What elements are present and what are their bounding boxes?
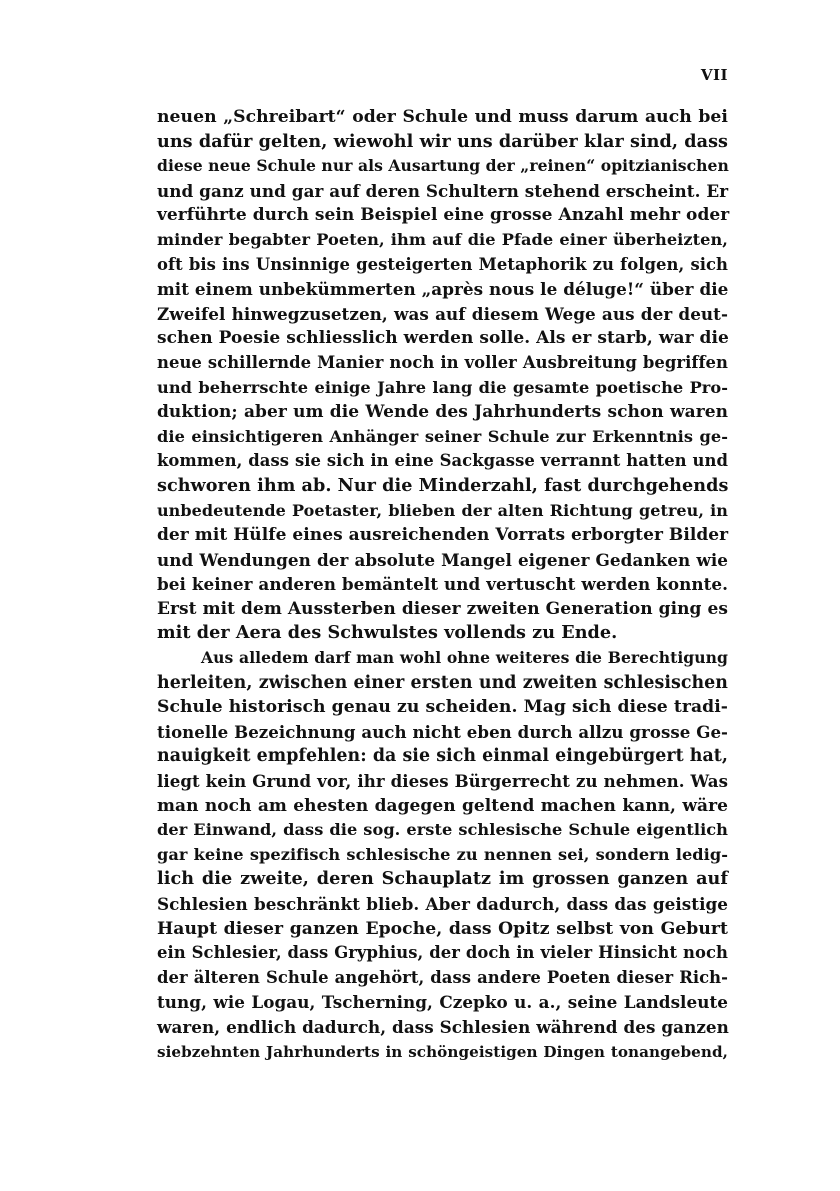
text-line: und beherrschte einige Jahre lang die gesamte poetische Pro- <box>157 377 728 397</box>
paragraph <box>157 646 728 1064</box>
text-line: herleiten, zwischen einer ersten und zweiten schlesischen <box>157 672 728 693</box>
text-line: die einsichtigeren Anhänger seiner Schule zur Erkenntnis ge- <box>157 426 728 446</box>
text-line: tung, wie Logau, Tscherning, Czepko u. a., seine Landsleute <box>157 992 728 1013</box>
text-line: gar keine spezifisch schlesische zu nennen sei, sondern ledig- <box>157 844 728 864</box>
text-line: liegt kein Grund vor, ihr dieses Bürgerrecht zu nehmen. Was <box>157 771 728 792</box>
text-line: verführte durch sein Beispiel eine grosse Anzahl mehr oder <box>157 205 730 226</box>
text-line: Schlesien beschränkt blieb. Aber dadurch, dass das geistige <box>157 894 728 914</box>
text-line: waren, endlich dadurch, dass Schlesien während des ganzen <box>157 1016 729 1037</box>
text-line: mit einem unbekümmerten „après nous le déluge!“ über die <box>157 279 729 300</box>
text-line: neuen „Schreibart“ oder Schule und muss darum auch bei <box>157 107 728 127</box>
text-line: ein Schlesier, dass Gryphius, der doch in vieler Hinsicht noch <box>157 943 728 963</box>
text-line: Aus alledem darf man wohl ohne weiteres die Berechtigung <box>201 648 728 668</box>
text-line: siebzehnten Jahrhunderts in schöngeistigen Dingen tonangebend, <box>157 1042 728 1061</box>
text-line: diese neue Schule nur als Ausartung der „reinen“ opitzianischen <box>157 156 729 176</box>
text-line: duktion; aber um die Wende des Jahrhunderts schon waren <box>157 402 728 423</box>
text-line: tionelle Bezeichnung auch nicht eben durch allzu grosse Ge- <box>157 721 728 742</box>
text-line: der älteren Schule angehört, dass andere Poeten dieser Rich- <box>157 967 728 987</box>
body-text <box>157 105 728 1064</box>
text-line: nauigkeit empfehlen: da sie sich einmal eingebürgert hat, <box>157 746 728 767</box>
page-number: VII <box>700 66 728 84</box>
text-line: uns dafür gelten, wiewohl wir uns darüber klar sind, dass <box>157 130 728 152</box>
text-line: der mit Hülfe eines ausreichenden Vorrats erborgter Bilder <box>157 525 729 546</box>
text-line: bei keiner anderen bemäntelt und vertuscht werden konnte. <box>157 574 728 595</box>
text-line: lich die zweite, deren Schauplatz im grossen ganzen auf <box>157 868 728 890</box>
text-line: minder begabter Poeten, ihm auf die Pfade einer überheizten, <box>157 229 728 249</box>
text-line: oft bis ins Unsinnige gesteigerten Metaphorik zu folgen, sich <box>157 254 728 274</box>
text-line: Schule historisch genau zu scheiden. Mag sich diese tradi- <box>157 697 728 718</box>
text-line: Haupt dieser ganzen Epoche, dass Opitz selbst von Geburt <box>157 918 728 939</box>
text-line: schen Poesie schliesslich werden solle. Als er starb, war die <box>157 328 729 349</box>
text-line: mit der Aera des Schwulstes vollends zu Ende. <box>157 622 618 644</box>
text-line: unbedeutende Poetaster, blieben der alten Richtung getreu, in <box>157 500 728 520</box>
text-line: man noch am ehesten dagegen geltend machen kann, wäre <box>157 795 728 816</box>
text-line: und ganz und gar auf deren Schultern stehend erscheint. Er <box>157 180 729 201</box>
text-line: Zweifel hinwegzusetzen, was auf diesem Wege aus der deut- <box>157 303 728 324</box>
paragraph <box>157 105 728 646</box>
text-line: und Wendungen der absolute Mangel eigener Gedanken wie <box>157 549 728 570</box>
text-line: Erst mit dem Aussterben dieser zweiten Generation ging es <box>157 598 728 619</box>
text-line: kommen, dass sie sich in eine Sackgasse verrannt hatten und <box>157 451 728 471</box>
text-line: der Einwand, dass die sog. erste schlesische Schule eigentlich <box>157 820 728 840</box>
text-line: schworen ihm ab. Nur die Minderzahl, fast durchgehends <box>157 474 729 496</box>
text-line: neue schillernde Manier noch in voller Ausbreitung begriffen <box>157 352 728 372</box>
